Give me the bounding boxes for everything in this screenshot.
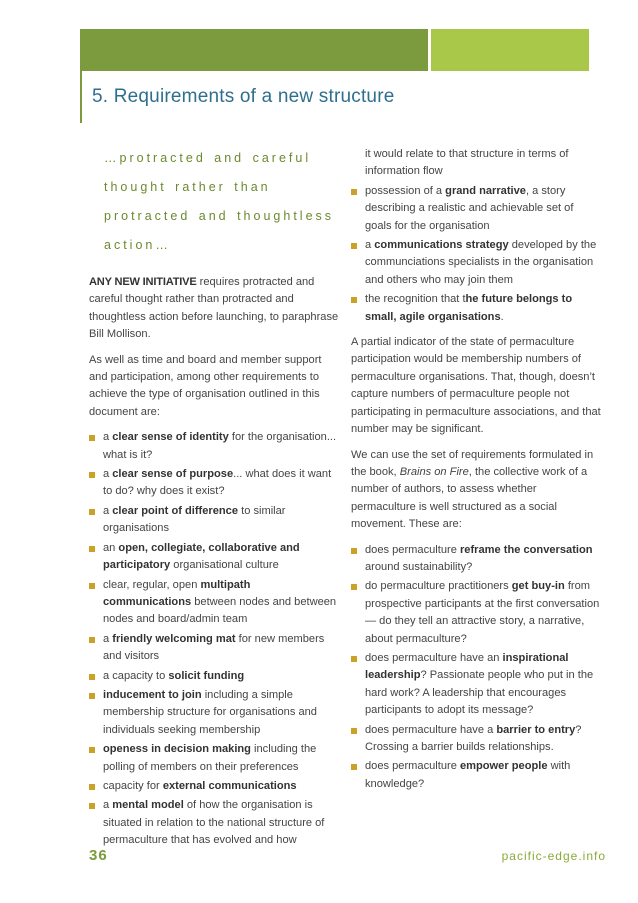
list-item: does permaculture empower people with knowledge? <box>351 758 601 793</box>
section-heading: 5. Requirements of a new structure <box>92 86 395 107</box>
list-item: a clear sense of purpose... what does it want to do? why does it exist? <box>89 466 339 501</box>
list-item: do permaculture practitioners get buy-in from prospective participants at the first conversation — do they tell an attractive story, a narrative, about permaculture? <box>351 578 601 648</box>
bullet-icon <box>89 637 95 643</box>
bullet-icon <box>351 548 357 554</box>
bullet-icon <box>351 243 357 249</box>
list-item: inducement to join including a simple membership structure for organisations and individuals seeking membership <box>89 687 339 739</box>
intro-rest: requires protracted and careful thought rather than protracted and thoughtless action before launching, to paraphrase Bill Mollison. <box>89 276 339 341</box>
bullet-icon <box>89 583 95 589</box>
bullet-icon <box>351 656 357 662</box>
page-number: 36 <box>89 847 108 864</box>
bullet-icon <box>351 297 357 303</box>
list-item: a capacity to solicit funding <box>89 668 339 685</box>
bullet-icon <box>351 764 357 770</box>
bullet-icon <box>89 546 95 552</box>
bullet-icon <box>89 803 95 809</box>
list-item: does permaculture reframe the conversation around sustainability? <box>351 542 601 577</box>
left-column <box>89 144 339 858</box>
list-item: possession of a grand narrative, a story describing a realistic and achievable set of goals for the organisation <box>351 183 601 235</box>
list-item: a clear sense of identity for the organisation... what is it? <box>89 429 339 464</box>
bullet-icon <box>89 509 95 515</box>
movement-questions-list <box>351 542 601 794</box>
header-bar-light <box>431 29 589 71</box>
list-item: capacity for external communications <box>89 778 339 795</box>
bullet-icon <box>89 747 95 753</box>
list-item: a clear point of difference to similar organisations <box>89 503 339 538</box>
list-item: clear, regular, open multipath communications between nodes and between nodes and board/admin team <box>89 577 339 629</box>
list-item: the recognition that the future belongs to small, agile organisations. <box>351 291 601 326</box>
bullet-icon <box>351 189 357 195</box>
bullet-icon <box>89 674 95 680</box>
intro-paragraph <box>89 274 339 344</box>
bullet-icon <box>351 584 357 590</box>
bullet-icon <box>89 472 95 478</box>
requirements-list-continued <box>351 146 601 326</box>
bullet-icon <box>351 728 357 734</box>
list-item: a friendly welcoming mat for new members and visitors <box>89 631 339 666</box>
requirements-list <box>89 429 339 849</box>
list-item-continuation: it would relate to that structure in terms of information flow <box>365 148 569 178</box>
bullet-icon <box>89 435 95 441</box>
list-item: a communications strategy developed by the communciations specialists in the organisation and others who may join them <box>351 237 601 289</box>
list-item: an open, collegiate, collaborative and participatory organisational culture <box>89 540 339 575</box>
right-column <box>351 146 601 801</box>
header-bar-rule <box>80 71 82 123</box>
pull-quote: …protracted and careful thought rather than protracted and thoughtless action… <box>104 151 335 252</box>
list-item: does permaculture have a barrier to entry? Crossing a barrier builds relationships. <box>351 722 601 757</box>
intro-caps: ANY NEW INITIATIVE <box>89 276 197 288</box>
list-item: openess in decision making including the polling of members on their preferences <box>89 741 339 776</box>
bullet-icon <box>89 784 95 790</box>
requirements-intro: As well as time and board and member support and participation, among other requirements to achieve the type of organisation outlined in this document are: <box>89 353 322 418</box>
indicator-paragraph: A partial indicator of the state of permaculture participation would be membership numbers of permaculture organisations. That, though, doesn’t capture numbers of permaculture people not participating in permaculture associations, and that number may be significant. <box>351 336 601 436</box>
bullet-icon <box>89 693 95 699</box>
list-item: a mental model of how the organisation is situated in relation to the national structure of permaculture that has evolved and how <box>89 797 339 849</box>
list-item: does permaculture have an inspirational leadership? Passionate people who put in the hard work? A leadership that encourages participants to adopt its message? <box>351 650 601 720</box>
header-bar-dark <box>80 29 428 71</box>
brains-on-fire-paragraph: We can use the set of requirements formulated in the book, Brains on Fire, the collective work of a number of authors, to assess whether permaculture is well structured as a social movement. These are: <box>351 448 594 531</box>
footer-site: pacific-edge.info <box>501 849 606 863</box>
